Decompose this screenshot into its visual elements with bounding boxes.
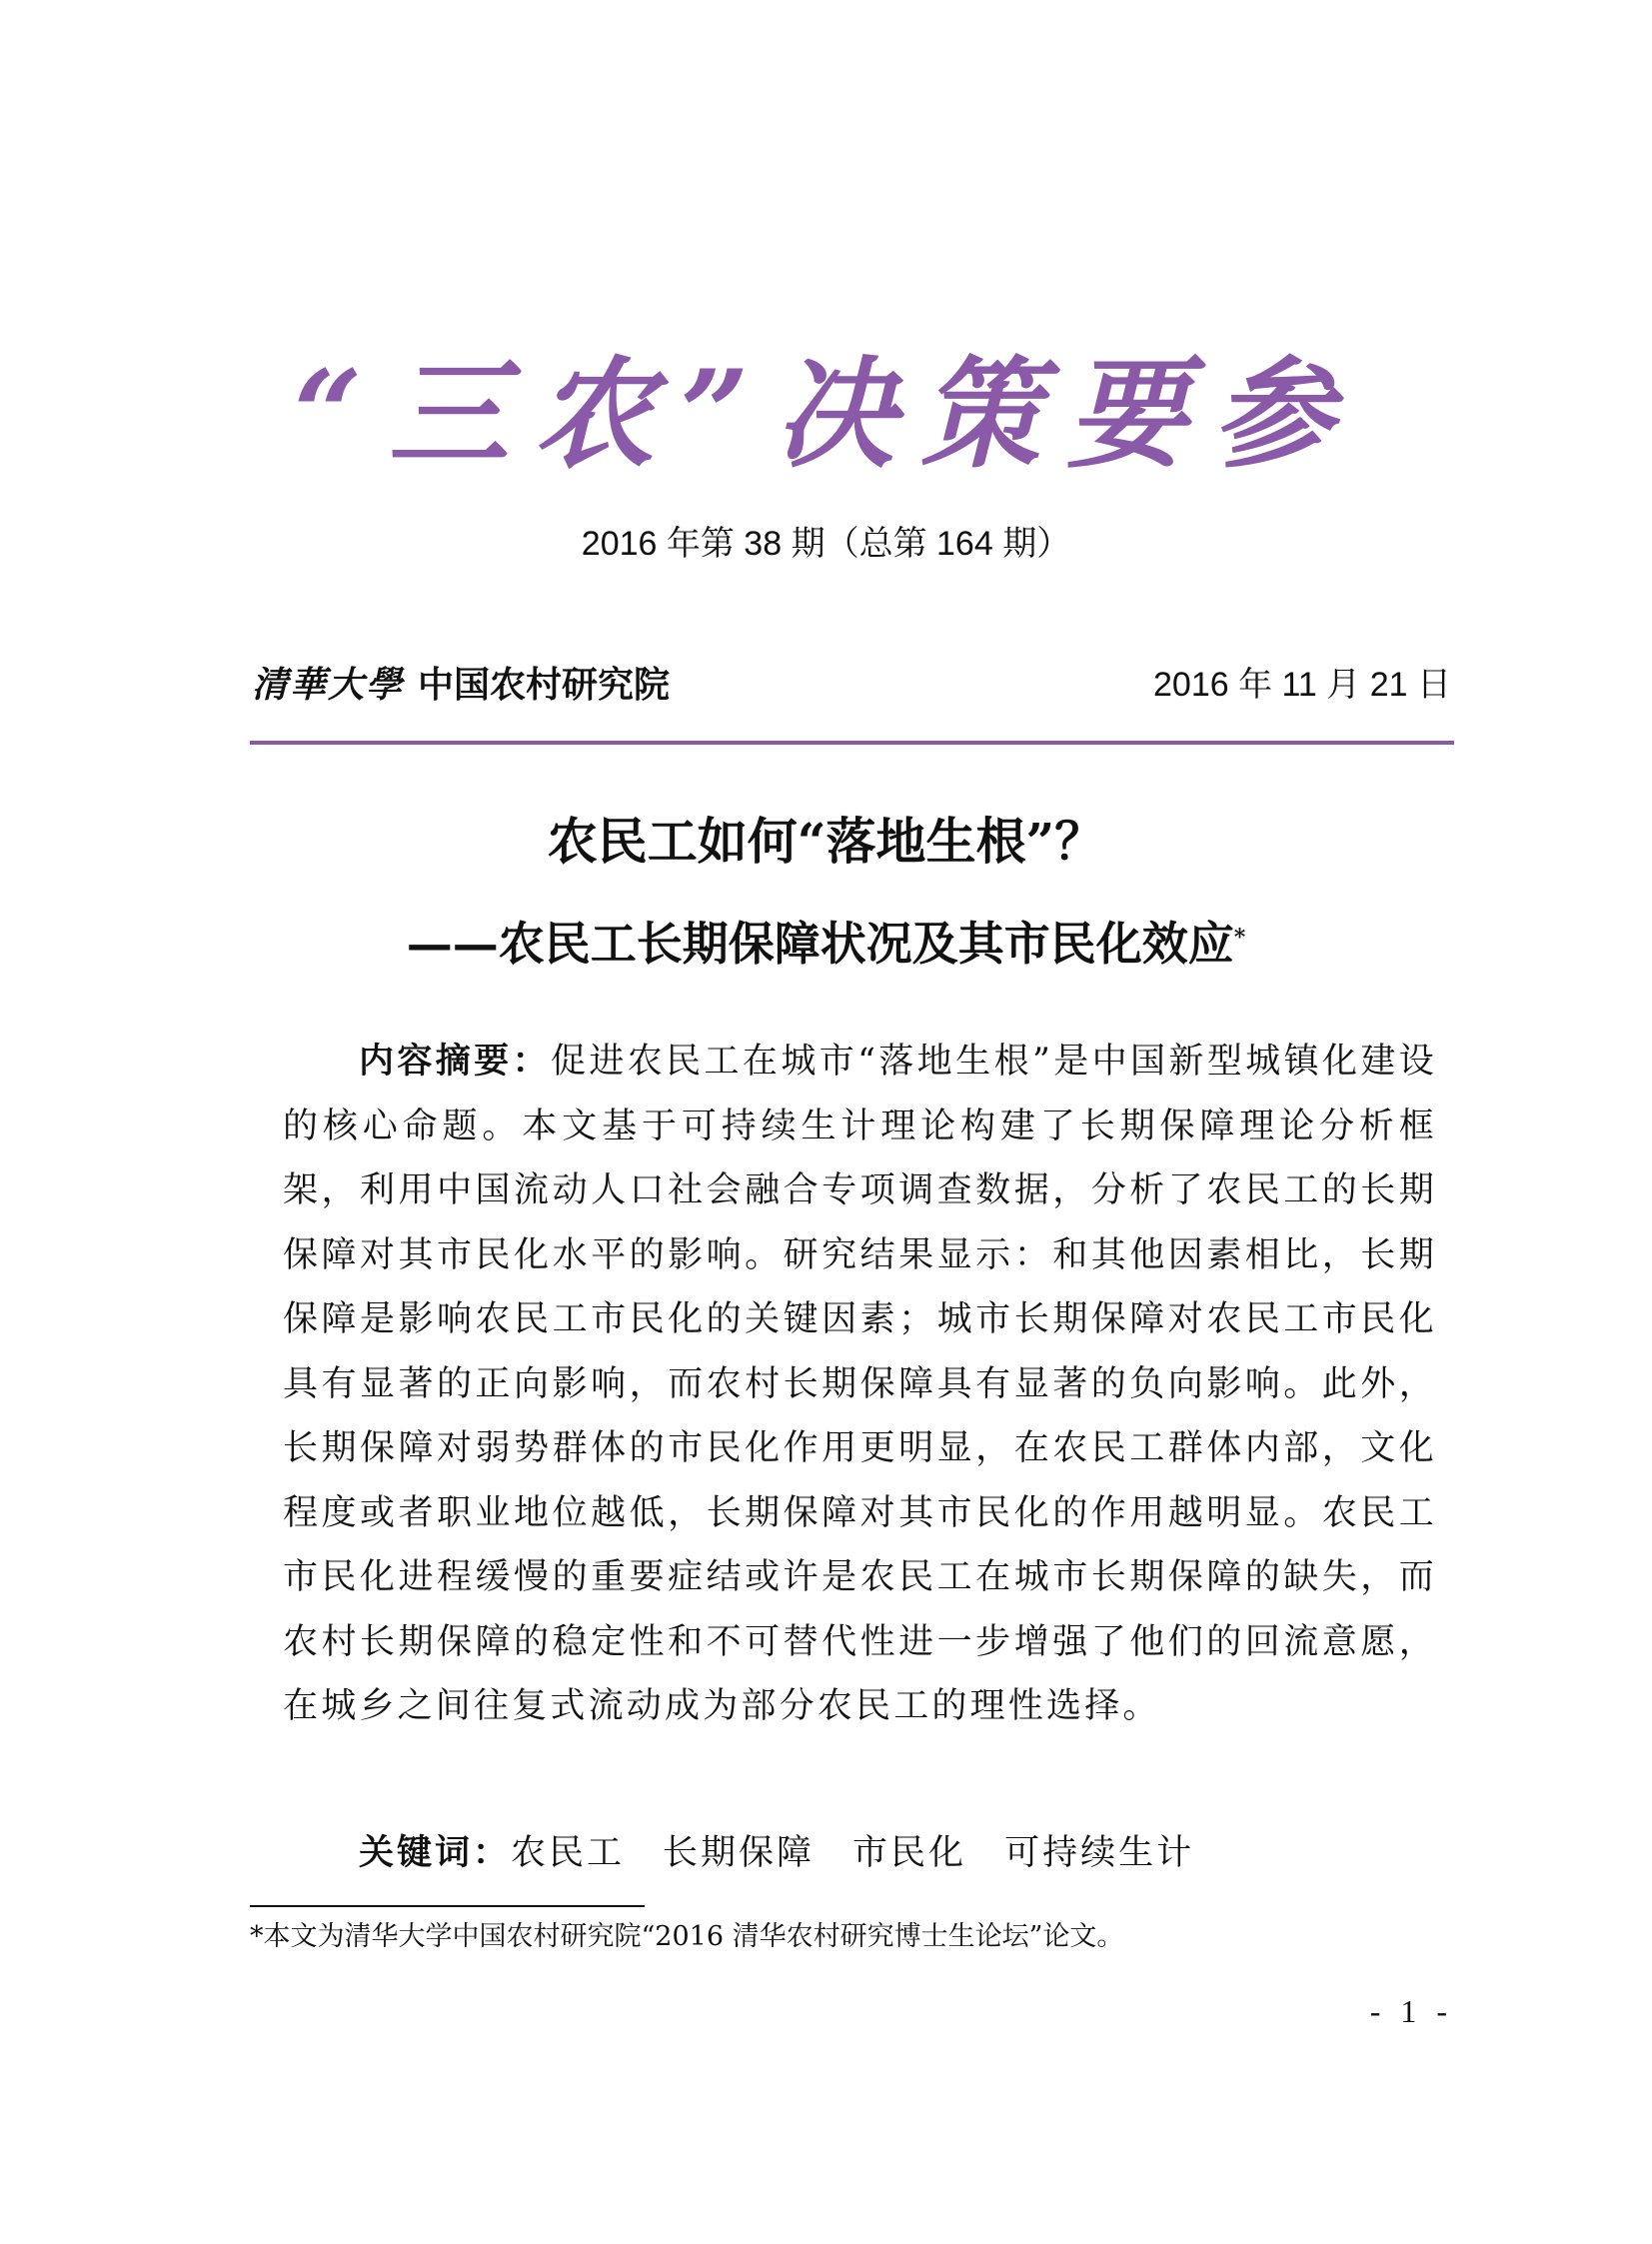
footnote: *本文为清华大学中国农村研究院“2016 清华农村研究博士生论坛”论文。 (250, 1921, 1124, 1952)
article-subtitle (0, 912, 1652, 976)
header-divider (250, 741, 1454, 745)
university-logo-text: 清華大學 (252, 664, 405, 706)
subtitle-text: ——农民工长期保障状况及其市民化效应 (406, 917, 1234, 971)
article-title: 农民工如何“落地生根”？ (547, 812, 1105, 871)
keyword-item: 农民工 (511, 1833, 626, 1873)
keywords-label: 关键词： (359, 1833, 512, 1873)
page-number: - 1 - (1369, 1993, 1453, 2029)
institution (252, 658, 670, 713)
abstract (283, 1030, 1437, 1739)
keyword-item: 市民化 (852, 1833, 967, 1873)
keywords (359, 1825, 1232, 1881)
abstract-label: 内容摘要： (359, 1042, 551, 1082)
institute-name: 中国农村研究院 (418, 664, 671, 706)
footnote-marker: * (1233, 925, 1246, 951)
masthead-title: “三农”决策要参 (293, 344, 1359, 485)
issue-number: 2016 年第 38 期（总第 164 期） (581, 525, 1071, 563)
footnote-divider (250, 1905, 645, 1907)
publication-date: 2016 年 11 月 21 日 (1153, 666, 1451, 704)
keyword-item: 长期保障 (663, 1833, 816, 1873)
abstract-text: 促进农民工在城市“落地生根”是中国新型城镇化建设的核心命题。本文基于可持续生计理论构建了长期保障理论分析框架，利用中国流动人口社会融合专项调查数据，分析了农民工的长期保障对其市民化水平的影响。研究结果显示：和其他因素相比，长期保障是影响农民工市民化的关键因素；城市长期保障对农民工市民化具有显著的正向影响，而农村长期保障具有显著的负向影响。此外，长期保障对弱势群体的市民化作用更明显，在农民工群体内部，文化程度或者职业地位越低，长期保障对其市民化的作用越明显。农民工市民化进程缓慢的重要症结或许是农民工在城市长期保障的缺失，而农村长期保障的稳定性和不可替代性进一步增强了他们的回流意愿，在城乡之间往复式流动成为部分农民工的理性选择。 (283, 1042, 1437, 1726)
header-row (252, 658, 1451, 712)
keyword-item: 可持续生计 (1004, 1833, 1195, 1873)
